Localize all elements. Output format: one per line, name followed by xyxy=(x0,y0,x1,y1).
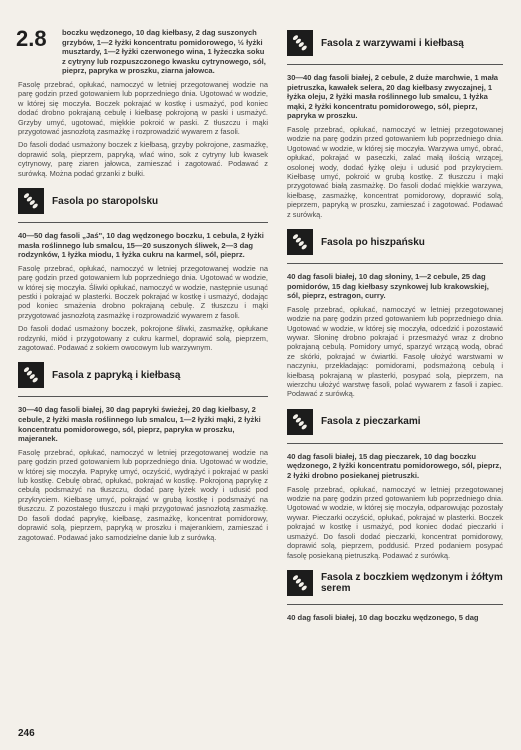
page-number: 246 xyxy=(18,728,35,739)
recipe-ingredients: 40 dag fasoli białej, 10 dag słoniny, 1—2 cebule, 25 dag pomidorów, 15 dag kiełbasy szynkowej lub krakowskiej, sól, pieprz, estragon, curry. xyxy=(287,272,489,301)
recipe-warzywa-kielbasa xyxy=(287,30,503,219)
beans-icon xyxy=(287,570,313,596)
recipe-title: Fasola z warzywami i kiełbasą xyxy=(321,37,464,49)
recipe-paragraph: Fasolę przebrać, opłukać, namoczyć w letniej przegotowanej wodzie na parę godzin przed gotowaniem lub poprzedniego dnia. Ugotować w wodzie, w której się moczyła. Śliwki opłukać, namoczyć w wodzie, następnie usunąć pestki i pokrajać w plasterki. Boczek pokrajać w kostkę i usmażyć, dodając pod koniec smażenia drobno pokrajaną cebulę. Z tłuszczu i mąki przygotować jasnozłotą zasmażkę i rozprowadzić wywarem z fasoli. xyxy=(18,263,268,320)
recipe-ingredients: 40—50 dag fasoli „Jaś", 10 dag wędzonego boczku, 1 cebula, 2 łyżki masła roślinnego lub smalcu, 15—20 suszonych śliwek, 2—3 dag rodzynków, 1 łyżka miodu, 1 łyżka cukru na karmel, sól, pieprz. xyxy=(18,231,264,260)
recipe-header xyxy=(287,30,503,56)
divider xyxy=(287,604,503,605)
right-column xyxy=(287,28,503,627)
recipe-boczek-ser xyxy=(287,570,503,623)
divider xyxy=(287,263,503,264)
recipe-title: Fasola z boczkiem wędzonym i żółtym serem xyxy=(321,571,503,594)
beans-icon xyxy=(18,188,44,214)
divider xyxy=(287,64,503,65)
recipe-ingredients: 40 dag fasoli białej, 15 dag pieczarek, 10 dag boczku wędzonego, 2 łyżki koncentratu pomidorowego, sól, pieprz, 2 łyżki drobno posiekanej pietruszki. xyxy=(287,451,502,481)
recipe-header xyxy=(287,570,503,596)
recipe-header xyxy=(18,362,268,388)
recipe-header xyxy=(18,188,268,214)
recipe-papryka-kielbasa xyxy=(18,362,268,541)
chapter-number: 2.8 xyxy=(16,26,47,51)
recipe-paragraph: Fasolę przebrać, opłukać, namoczyć w letniej przegotowanej wodzie na parę godzin przed gotowaniem lub poprzedniego dnia. Ugotować w wodzie, w której się moczyła. Warzywa umyć, obrać, opłukać, pokrajać w paseczki, zalać małą ilością wrzącej, osolonej wody, dodać łyżkę oleju i udusić pod przykryciem. Kiełbasę umyć, pokroić w grubą kostkę. Z tłuszczu i mąki przygotować białą zasmażkę. Do fasoli dodać miękkie warzywa, kiełbasę, zasmażkę, koncentrat pomidorowy, doprawić solą, pieprzem, papryką w proszku, zamieszać i zagotować. Podawać z surówką. xyxy=(287,124,503,219)
intro-ingredients: boczku wędzonego, 10 dag kiełbasy, 2 dag suszonych grzybów, 1—2 łyżki koncentratu pomidorowego, ½ łyżki musztardy, 1—2 łyżki czerwonego wina, 1 łyżeczka soku z cytryny lub rozpuszczonego kwasku cytrynowego, sól, pieprz, papryka w proszku, ziarna jałowca. xyxy=(62,28,266,76)
recipe-po-hiszpansku xyxy=(287,229,503,399)
recipe-paragraph: Do fasoli dodać usmażony boczek, pokrojone śliwki, zasmażkę, opłukane rodzynki, miód i przygotowany z cukru karmel, doprawić solą, pieprzem, zagotować. Podawać z sokiem owocowym lub warzywnym. xyxy=(18,324,268,353)
beans-icon xyxy=(18,362,44,388)
recipe-header xyxy=(287,409,503,435)
recipe-paragraph: Fasolę przebrać, opłukać, namoczyć w letniej przegotowanej wodzie na parę godzin przed gotowaniem lub poprzedniego dnia. Ugotować w wodzie, w której się moczyła. Paprykę umyć, oczyścić, wydrążyć i pokrajać w paski lub kostkę. Cebulę obrać, opłukać, pokrajać w kostkę. Pokrojoną paprykę z cebulą podsmażyć na tłuszczu, dodać parę łyżek wody i udusić pod przykryciem. Kiełbasę umyć, pokrajać w grubą kostkę i podsmażyć na tłuszczu. Z pozostałego tłuszczu i mąki przygotować jasnozłotą zasmażkę. Do fasoli dodać paprykę, kiełbasę, zasmażkę, koncentrat pomidorowy, doprawić solą, pieprzem, papryką w proszku i majerankiem, zamieszać i zagotować. Podawać jako samodzielne danie lub z surówką. xyxy=(18,447,268,542)
recipe-ingredients: 40 dag fasoli białej, 10 dag boczku wędzonego, 5 dag xyxy=(287,612,479,622)
recipe-paragraph: Fasolę przebrać, opłukać, namoczyć w letniej przegotowanej wodzie na parę godzin przed gotowaniem lub poprzedniego dnia. Ugotować w wodzie, w której się moczyła, odcedzić i pozostawić wywar. Słoninę drobno pokrajać i przesmażyć wraz z drobno pokrajaną cebulą. Pomidory umyć, sparzyć wrzącą wodą, obrać ze skórki, pokrajać w ćwiartki. Fasolę ułożyć warstwami w naczyniu, przekładając: pomidorami, podsmażoną cebulą i kiełbasą pokrajaną w plasterki, posypać solą, pieprzem, na wierzchu ułożyć warstwę fasoli, polać wywarem z fasoli i zapiec. Podawać z surówką. xyxy=(287,304,503,399)
divider xyxy=(18,396,268,397)
recipe-header xyxy=(287,229,503,255)
recipe-title: Fasola po hiszpańsku xyxy=(321,236,425,248)
recipe-staropolsku xyxy=(18,188,268,352)
recipe-title: Fasola z pieczarkami xyxy=(321,416,421,428)
beans-icon xyxy=(287,409,313,435)
intro-paragraph-1: Fasolę przebrać, opłukać, namoczyć w letniej przegotowanej wodzie na parę godzin przed gotowaniem lub poprzedniego dnia. Ugotować w wodzie, w której się moczyła. Boczek pokrajać w kostkę i usmażyć, pod koniec dodać drobno pokrajaną cebulę i kiełbasę pokrojoną w paski i usmażyć. Grzyby umyć, ugotować, miękkie pokroić w paski. Z tłuszczu i mąki przygotować jasnozłotą zasmażkę i rozprowadzić wywarem z fasoli. xyxy=(18,79,268,136)
recipe-title: Fasola po staropolsku xyxy=(52,195,159,207)
beans-icon xyxy=(287,229,313,255)
recipe-paragraph: Fasolę przebrać, opłukać, namoczyć w letniej przegotowanej wodzie na parę godzin przed gotowaniem lub poprzedniego dnia. Ugotować w wodzie, w której się moczyła, odparowując pozostały wywar. Pieczarki oczyścić, opłukać, pokrajać w plasterki. Boczek pokrajać w kostkę i usmażyć, pod koniec dodać pieczarki i usmażyć. Do fasoli dodać pieczarki, koncentrat pomidorowy, doprawić solą, pieprzem, poddusić. Przed podaniem posypać fasolę posiekaną pietruszką. Podawać z surówką. xyxy=(287,484,503,560)
recipe-ingredients: 30—40 dag fasoli białej, 30 dag papryki świeżej, 20 dag kiełbasy, 2 cebule, 2 łyżki masła roślinnego lub smalcu, 1—2 łyżki mąki, 2 łyżki koncentratu pomidorowego, sól, pieprz, papryka w proszku, majeranek. xyxy=(18,405,261,444)
intro-paragraph-2: Do fasoli dodać usmażony boczek z kiełbasą, grzyby pokrojone, zasmażkę, doprawić solą, pieprzem, papryką, wlać wino, sok z cytryny lub kwasek cytrynowy, parę ziaren jałowca, zamieszać i zagotować. Podawać z surówką. Można podać grzanki z bułki. xyxy=(18,140,268,178)
recipe-pieczarki xyxy=(287,409,503,560)
left-column xyxy=(18,28,268,546)
recipe-title: Fasola z papryką i kiełbasą xyxy=(52,369,181,381)
divider xyxy=(18,222,268,223)
recipe-ingredients: 30—40 dag fasoli białej, 2 cebule, 2 duże marchwie, 1 mała pietruszka, kawałek selera, 20 dag kiełbasy zwyczajnej, 1 łyżka oleju, 2 łyżki masła roślinnego lub smalcu, 1 łyżka mąki, 2 łyżki koncentratu pomidorowego, sól, pieprz, papryka w proszku. xyxy=(287,73,499,121)
beans-icon xyxy=(287,30,313,56)
divider xyxy=(287,443,503,444)
